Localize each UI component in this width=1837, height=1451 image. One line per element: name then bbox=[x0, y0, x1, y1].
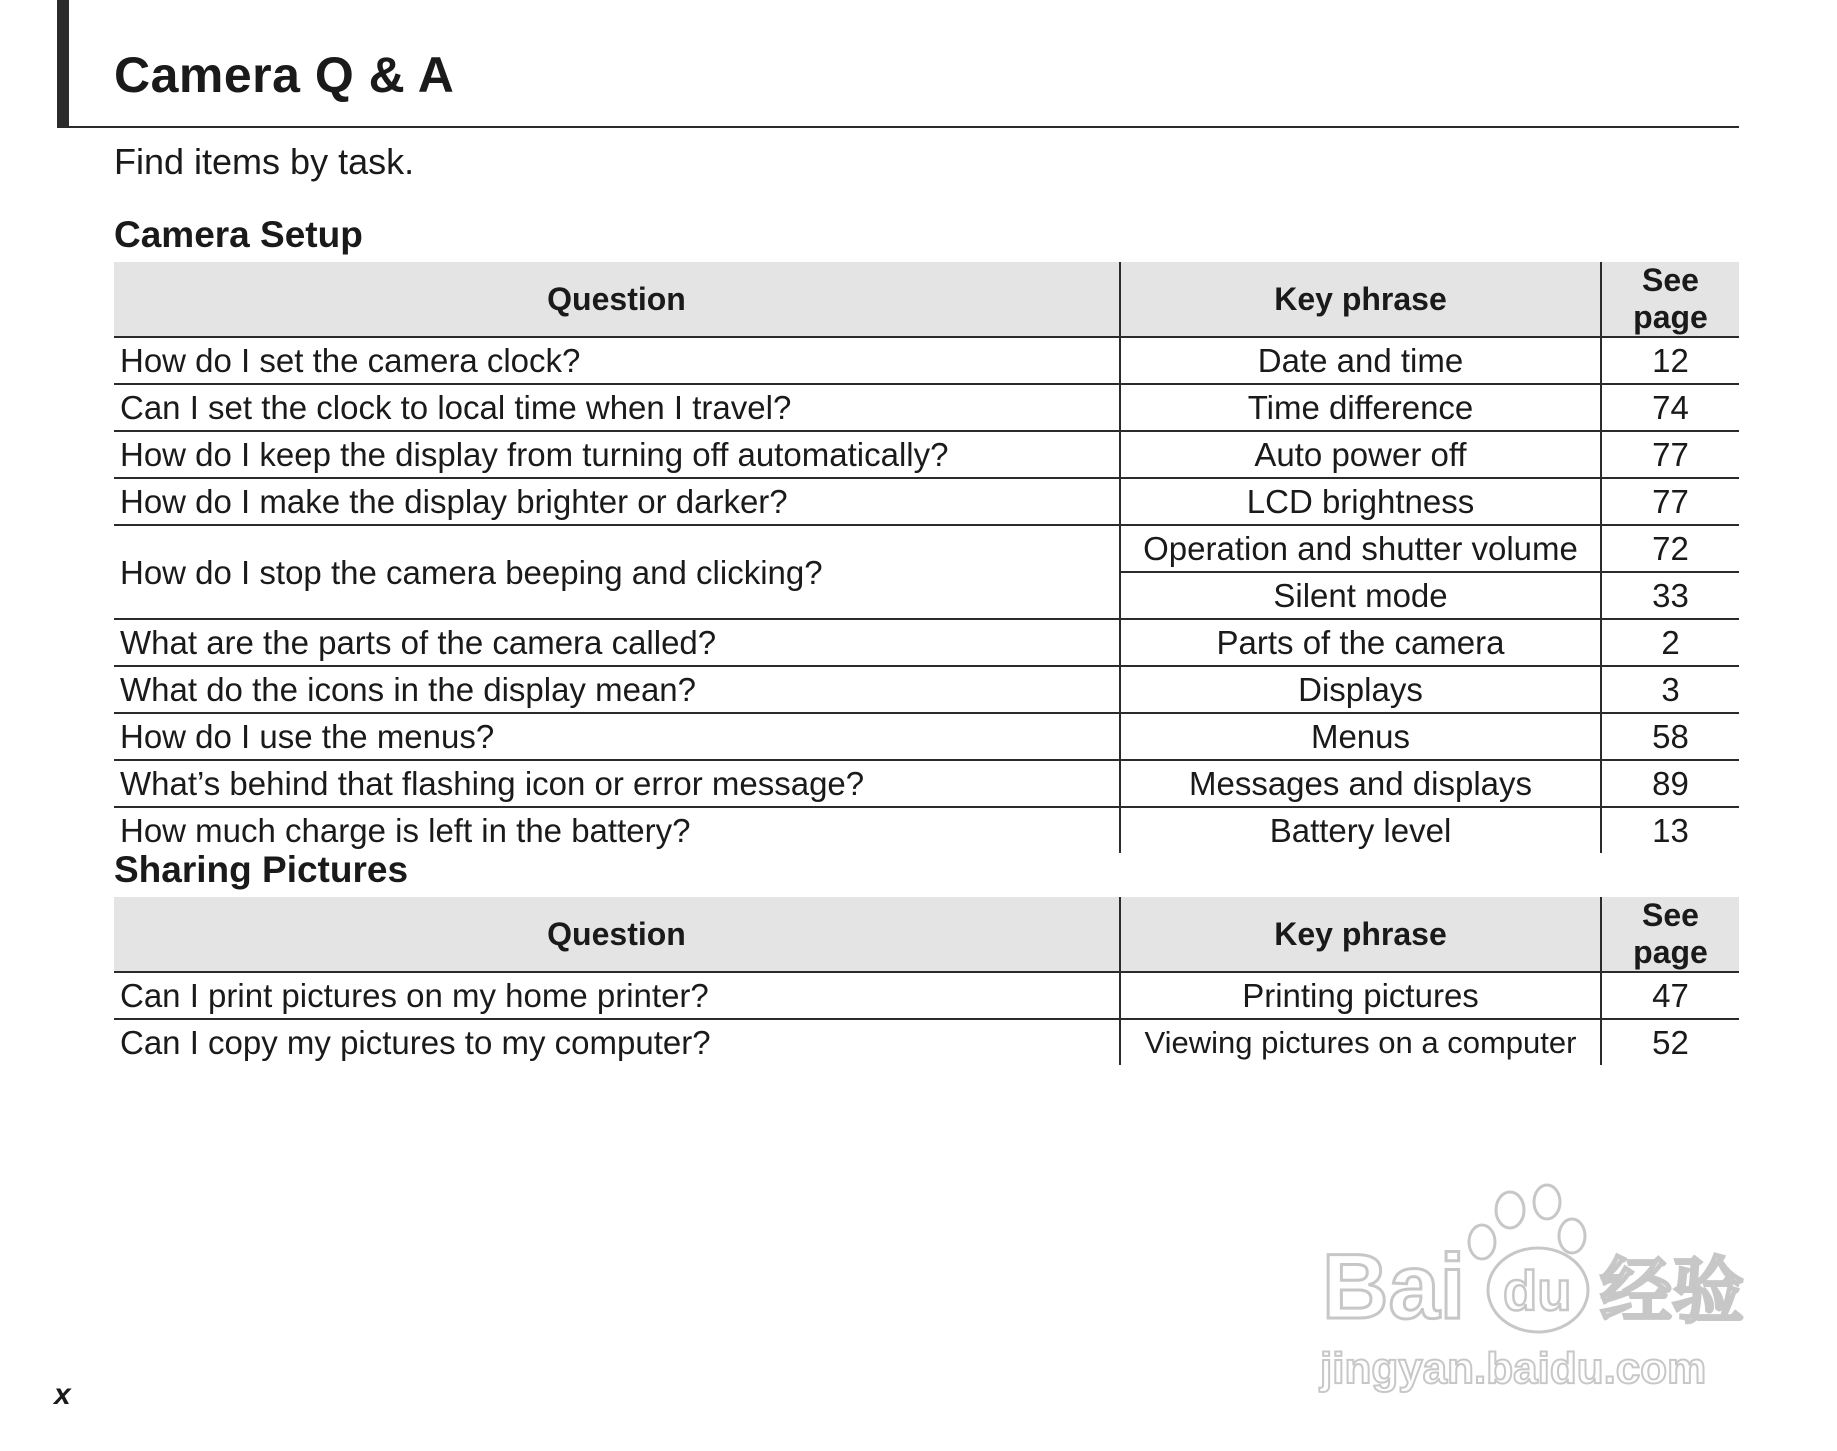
table-row bbox=[114, 807, 1739, 853]
table-row bbox=[114, 619, 1739, 666]
question-cell: How do I set the camera clock? bbox=[114, 337, 1120, 384]
question-cell: Can I print pictures on my home printer? bbox=[114, 972, 1120, 1019]
intro-text: Find items by task. bbox=[114, 141, 415, 182]
baidu-watermark-logo bbox=[1310, 1178, 1750, 1398]
sharing-pictures-table bbox=[114, 897, 1739, 1065]
key-phrase-cell: Operation and shutter volume bbox=[1120, 525, 1601, 572]
question-cell: How much charge is left in the battery? bbox=[120, 812, 691, 849]
paw-toe-icon bbox=[1496, 1192, 1524, 1228]
section-title-camera-setup: Camera Setup bbox=[114, 214, 363, 255]
key-phrase-cell: Menus bbox=[1120, 713, 1601, 760]
header-question: Question bbox=[114, 262, 1120, 337]
table-row bbox=[114, 337, 1739, 384]
header-see-page: See page bbox=[1601, 897, 1739, 972]
question-cell: Can I copy my pictures to my computer? bbox=[120, 1024, 711, 1061]
table-row bbox=[114, 525, 1739, 572]
key-phrase-cell: Date and time bbox=[1120, 337, 1601, 384]
table-row bbox=[114, 1019, 1739, 1065]
page-number-cell: 77 bbox=[1601, 431, 1739, 478]
table-row bbox=[114, 431, 1739, 478]
question-cell: How do I stop the camera beeping and clicking? bbox=[114, 525, 1120, 619]
question-cell: What are the parts of the camera called? bbox=[114, 619, 1120, 666]
page-title: Camera Q & A bbox=[114, 47, 455, 103]
page-number-cell: 3 bbox=[1601, 666, 1739, 713]
header-key-phrase: Key phrase bbox=[1120, 897, 1601, 972]
key-phrase-cell: Battery level bbox=[1120, 807, 1601, 853]
question-cell: How do I make the display brighter or darker? bbox=[114, 478, 1120, 525]
key-phrase-cell: Auto power off bbox=[1120, 431, 1601, 478]
key-phrase-cell: Time difference bbox=[1120, 384, 1601, 431]
watermark-cn-text: 经验 bbox=[1600, 1249, 1745, 1333]
camera-setup-table bbox=[114, 262, 1739, 853]
page-number-cell: 13 bbox=[1601, 807, 1739, 853]
header-see-page: See page bbox=[1601, 262, 1739, 337]
header-question: Question bbox=[114, 897, 1120, 972]
key-phrase-cell: Displays bbox=[1120, 666, 1601, 713]
table-row bbox=[114, 384, 1739, 431]
question-cell: Can I set the clock to local time when I travel? bbox=[114, 384, 1120, 431]
page-number-cell: 72 bbox=[1601, 525, 1739, 572]
key-phrase-cell: Viewing pictures on a computer bbox=[1120, 1019, 1601, 1065]
key-phrase-cell: Parts of the camera bbox=[1120, 619, 1601, 666]
table-header-row bbox=[114, 897, 1739, 972]
key-phrase-cell: Printing pictures bbox=[1120, 972, 1601, 1019]
page-number-cell: 2 bbox=[1601, 619, 1739, 666]
question-cell: What do the icons in the display mean? bbox=[114, 666, 1120, 713]
page-number-cell: 58 bbox=[1601, 713, 1739, 760]
key-phrase-cell: Messages and displays bbox=[1120, 760, 1601, 807]
page-number-cell: 12 bbox=[1601, 337, 1739, 384]
table-row bbox=[114, 713, 1739, 760]
page-number-cell: 89 bbox=[1601, 760, 1739, 807]
watermark-du-text: du bbox=[1503, 1259, 1572, 1322]
title-accent-bar bbox=[57, 0, 69, 127]
page-number-cell: 74 bbox=[1601, 384, 1739, 431]
title-rule bbox=[57, 126, 1739, 128]
page-number-cell: 52 bbox=[1601, 1019, 1739, 1065]
table-row bbox=[114, 972, 1739, 1019]
question-cell: How do I use the menus? bbox=[114, 713, 1120, 760]
page-number-cell: 33 bbox=[1601, 572, 1739, 619]
page-number: x bbox=[54, 1378, 71, 1411]
table-row bbox=[114, 666, 1739, 713]
watermark-brand-text: Bai bbox=[1322, 1236, 1466, 1338]
question-cell: What’s behind that flashing icon or error message? bbox=[114, 760, 1120, 807]
table-row bbox=[114, 478, 1739, 525]
key-phrase-cell: Silent mode bbox=[1120, 572, 1601, 619]
section-title-sharing-pictures: Sharing Pictures bbox=[114, 849, 409, 890]
watermark-url-text: jingyan.baidu.com bbox=[1320, 1344, 1707, 1393]
header-key-phrase: Key phrase bbox=[1120, 262, 1601, 337]
page-number-cell: 47 bbox=[1601, 972, 1739, 1019]
key-phrase-cell: LCD brightness bbox=[1120, 478, 1601, 525]
table-header-row bbox=[114, 262, 1739, 337]
question-cell: How do I keep the display from turning off automatically? bbox=[114, 431, 1120, 478]
table-row bbox=[114, 760, 1739, 807]
page-number-cell: 77 bbox=[1601, 478, 1739, 525]
